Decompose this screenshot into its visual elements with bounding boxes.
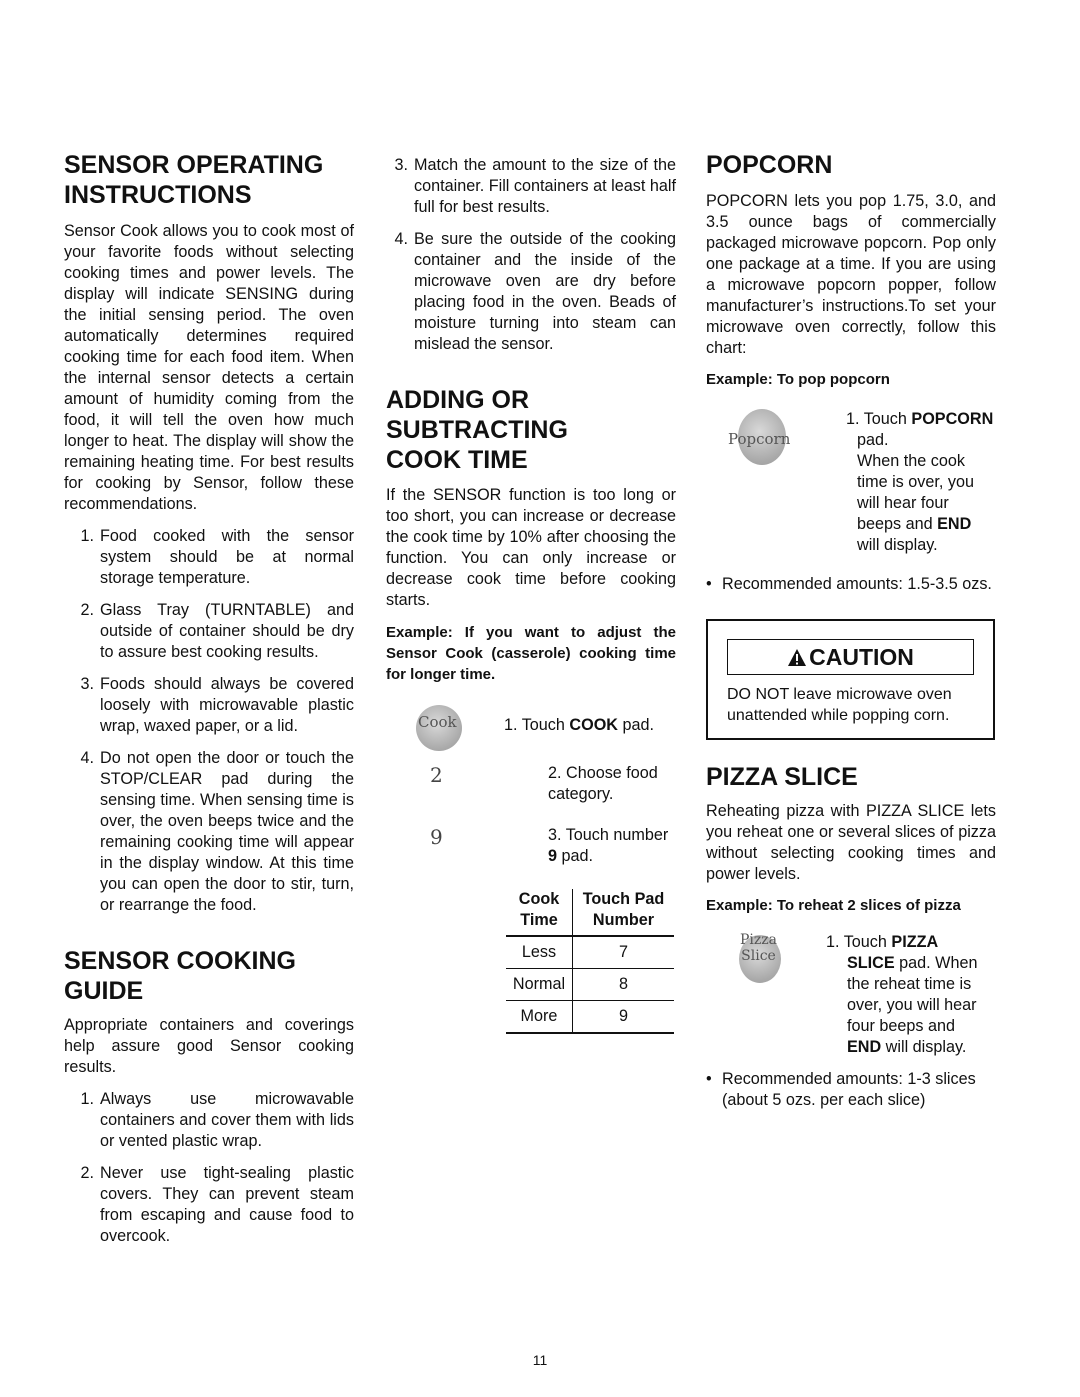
list-item: 4. Do not open the door or touch the STOP/CLEAR pad during the sensing time. When sensing time is over, the oven beeps twice and the remaining cooking time will appear in the display window. At this time you can open the door to stir, turn, or rearrange the food.	[80, 749, 354, 914]
popcorn-pad-icon: Popcorn	[706, 409, 816, 469]
list-item: 4. Be sure the outside of the cooking container and the inside of the microwave oven are dry before placing food in the oven. Beads of moisture turning into steam can mislead the sensor.	[394, 230, 676, 353]
heading-popcorn: POPCORN	[706, 151, 833, 179]
popcorn-step-1: 1. Touch POPCORN pad. When the cook time is over, you will hear four beeps and END will display.	[846, 410, 994, 554]
popcorn-intro: POPCORN lets you pop 1.75, 3.0, and 3.5 ounce bags of commercially packaged microwave popcorn. Pop only one package at a time. If you are using a microwave popcorn popper, follow manufacturer’s instructions.To set your microwave oven correctly, follow this chart:	[706, 192, 996, 357]
col-header-cook-time: Cook Time	[506, 889, 573, 936]
cook-pad-icon: Cook	[386, 705, 442, 755]
page-number: 11	[532, 1352, 548, 1368]
list-item: 1. Always use microwavable containers and cover them with lids or vented plastic wrap.	[80, 1090, 354, 1150]
list-item: 3. Match the amount to the size of the container. Fill containers at least half full for best results.	[394, 156, 676, 216]
list-item: 3. Foods should always be covered loosely with microwavable plastic wrap, waxed paper, or a lid.	[80, 675, 354, 735]
adjust-intro: If the SENSOR function is too long or too short, you can increase or decrease the cook time by 10% after choosing the function. You can only increase or decrease cook time before cooking starts.	[386, 486, 676, 609]
list-item: 1. Food cooked with the sensor system should be at normal storage temperature.	[80, 527, 354, 587]
caution-text: DO NOT leave microwave oven unattended while popping corn.	[727, 686, 952, 724]
caution-box	[706, 619, 995, 740]
guide-intro: Appropriate containers and coverings help assure good Sensor cooking results.	[64, 1016, 354, 1076]
heading-adding-subtracting: ADDING OR SUBTRACTING COOK TIME	[386, 386, 568, 474]
warning-icon	[787, 648, 807, 667]
col-header-touch-pad: Touch Pad Number	[573, 889, 675, 936]
list-item: 2. Never use tight-sealing plastic covers. They can prevent steam from escaping and cause food to overcook.	[80, 1164, 354, 1245]
cook-step-row	[386, 705, 676, 755]
sensor-recommendations-list	[64, 526, 354, 916]
heading-sensor-operating: SENSOR OPERATING INSTRUCTIONS	[64, 151, 324, 209]
caution-title: CAUTION	[727, 639, 974, 675]
table-row: More 9	[506, 1001, 674, 1034]
step-3: 3. Touch number 9 pad.	[548, 826, 669, 865]
pizza-slice-pad-icon: Pizza Slice	[706, 932, 816, 992]
pizza-example: Example: To reheat 2 slices of pizza	[706, 897, 961, 914]
table-row: Normal 8	[506, 969, 674, 1001]
heading-pizza-slice: PIZZA SLICE	[706, 763, 858, 791]
table-row: Less 7	[506, 936, 674, 969]
step-1: 1. Touch COOK pad.	[504, 716, 654, 734]
guide-list-continued	[378, 155, 676, 355]
heading-sensor-cooking-guide: SENSOR COOKING GUIDE	[64, 947, 296, 1005]
column-middle	[386, 155, 676, 1034]
popcorn-amount-bullet: • Recommended amounts: 1.5-3.5 ozs.	[706, 575, 992, 593]
pizza-step-row	[706, 932, 1018, 1058]
cook-time-table	[506, 889, 674, 1034]
popcorn-example: Example: To pop popcorn	[706, 371, 890, 388]
number-9-pad: 9	[430, 825, 443, 849]
column-left	[64, 150, 354, 1247]
pizza-amount-bullet: • Recommended amounts: 1-3 slices (about 5 ozs. per each slice)	[706, 1070, 976, 1109]
list-item: 2. Glass Tray (TURNTABLE) and outside of container should be dry to assure best cooking results.	[80, 601, 354, 661]
category-step-row	[386, 763, 676, 805]
column-right	[706, 150, 1018, 1111]
guide-list	[64, 1089, 354, 1247]
popcorn-step-row	[706, 409, 1018, 556]
pizza-intro: Reheating pizza with PIZZA SLICE lets you reheat one or several slices of pizza without selecting cooking times and power levels.	[706, 802, 996, 883]
pizza-step-1: 1. Touch PIZZA SLICE pad. When the reheat time is over, you will hear four beeps and END will display.	[826, 933, 978, 1056]
sensor-intro: Sensor Cook allows you to cook most of your favorite foods without selecting cooking times and power levels. The display will indicate SENSING during the initial sensing period. The oven automatically determines required cooking time for each food item. When the internal sensor detects a certain amount of humidity coming from the food, it will tell the oven how much longer to heat. The display will show the remaining heating time. For best results for cooking by Sensor, follow these recommendations.	[64, 222, 354, 513]
step-2: 2. Choose food category.	[548, 764, 658, 803]
number-2-pad: 2	[430, 763, 443, 787]
adjust-example: Example: If you want to adjust the Sensor Cook (casserole) cooking time for longer time.	[386, 624, 676, 683]
number-step-row	[386, 825, 676, 867]
